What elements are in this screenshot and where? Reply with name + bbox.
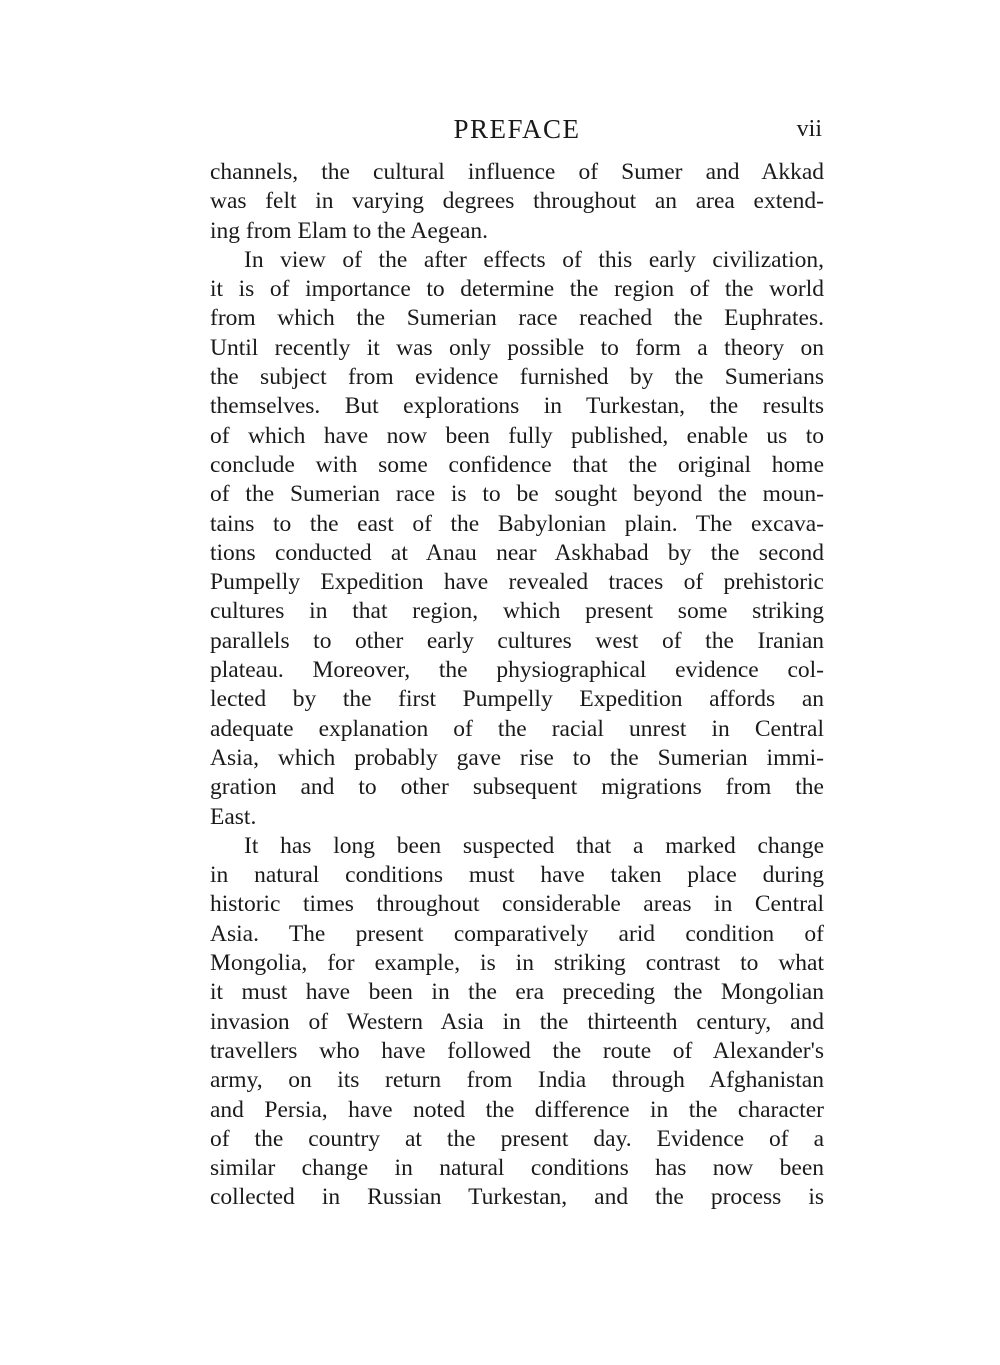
text-line: It has long been suspected that a marked change	[244, 832, 824, 859]
text-line: conclude with some confidence that the original home	[210, 451, 824, 478]
text-line: Pumpelly Expedition have revealed traces of prehistoric	[210, 569, 824, 596]
paragraph-1	[210, 158, 824, 246]
text-line: was felt in varying degrees throughout an area extend-	[210, 188, 824, 215]
text-line: travellers who have followed the route of Alexander's	[210, 1037, 824, 1064]
running-header	[210, 112, 824, 158]
paragraph-2	[210, 246, 824, 832]
text-line: parallels to other early cultures west of the Iranian	[210, 627, 824, 654]
book-page	[210, 112, 824, 1213]
text-line: army, on its return from India through Afghanistan	[210, 1067, 824, 1094]
paragraph-3	[210, 832, 824, 1213]
text-line: the subject from evidence furnished by the Sumerians	[210, 364, 824, 391]
text-line: it is of importance to determine the region of the world	[210, 276, 824, 303]
text-line: collected in Russian Turkestan, and the process is	[210, 1184, 824, 1211]
text-line: gration and to other subsequent migrations from the	[210, 774, 824, 801]
text-line: tions conducted at Anau near Askhabad by the second	[210, 539, 824, 566]
text-line: plateau. Moreover, the physiographical evidence col-	[210, 657, 824, 684]
text-line: of the Sumerian race is to be sought beyond the moun-	[210, 481, 824, 508]
text-line: invasion of Western Asia in the thirteenth century, and	[210, 1008, 824, 1035]
page-number: vii	[796, 116, 822, 142]
text-line: similar change in natural conditions has now been	[210, 1155, 824, 1182]
text-line: East.	[210, 803, 257, 830]
page-title: PREFACE	[453, 114, 581, 144]
text-line: lected by the first Pumpelly Expedition affords an	[210, 686, 824, 713]
text-line: Asia, which probably gave rise to the Sumerian immi-	[210, 744, 824, 771]
text-line: cultures in that region, which present some striking	[210, 598, 824, 625]
text-line: in natural conditions must have taken place during	[210, 862, 824, 889]
text-line: of which have now been fully published, enable us to	[210, 422, 824, 449]
text-line: adequate explanation of the racial unrest in Central	[210, 715, 824, 742]
text-line: themselves. But explorations in Turkestan, the results	[210, 393, 824, 420]
text-line: In view of the after effects of this early civilization,	[244, 246, 824, 273]
text-line: Asia. The present comparatively arid condition of	[210, 920, 824, 947]
text-line: and Persia, have noted the difference in the character	[210, 1096, 824, 1123]
text-line: Until recently it was only possible to form a theory on	[210, 334, 824, 361]
text-line: it must have been in the era preceding the Mongolian	[210, 979, 824, 1006]
text-line: ing from Elam to the Aegean.	[210, 217, 489, 244]
text-line: Mongolia, for example, is in striking contrast to what	[210, 950, 824, 977]
text-line: of the country at the present day. Evidence of a	[210, 1125, 824, 1152]
text-line: channels, the cultural influence of Sumer and Akkad	[210, 159, 824, 185]
text-line: from which the Sumerian race reached the Euphrates.	[210, 305, 824, 332]
text-line: tains to the east of the Babylonian plain. The excava-	[210, 510, 824, 537]
text-line: historic times throughout considerable areas in Central	[210, 891, 824, 918]
